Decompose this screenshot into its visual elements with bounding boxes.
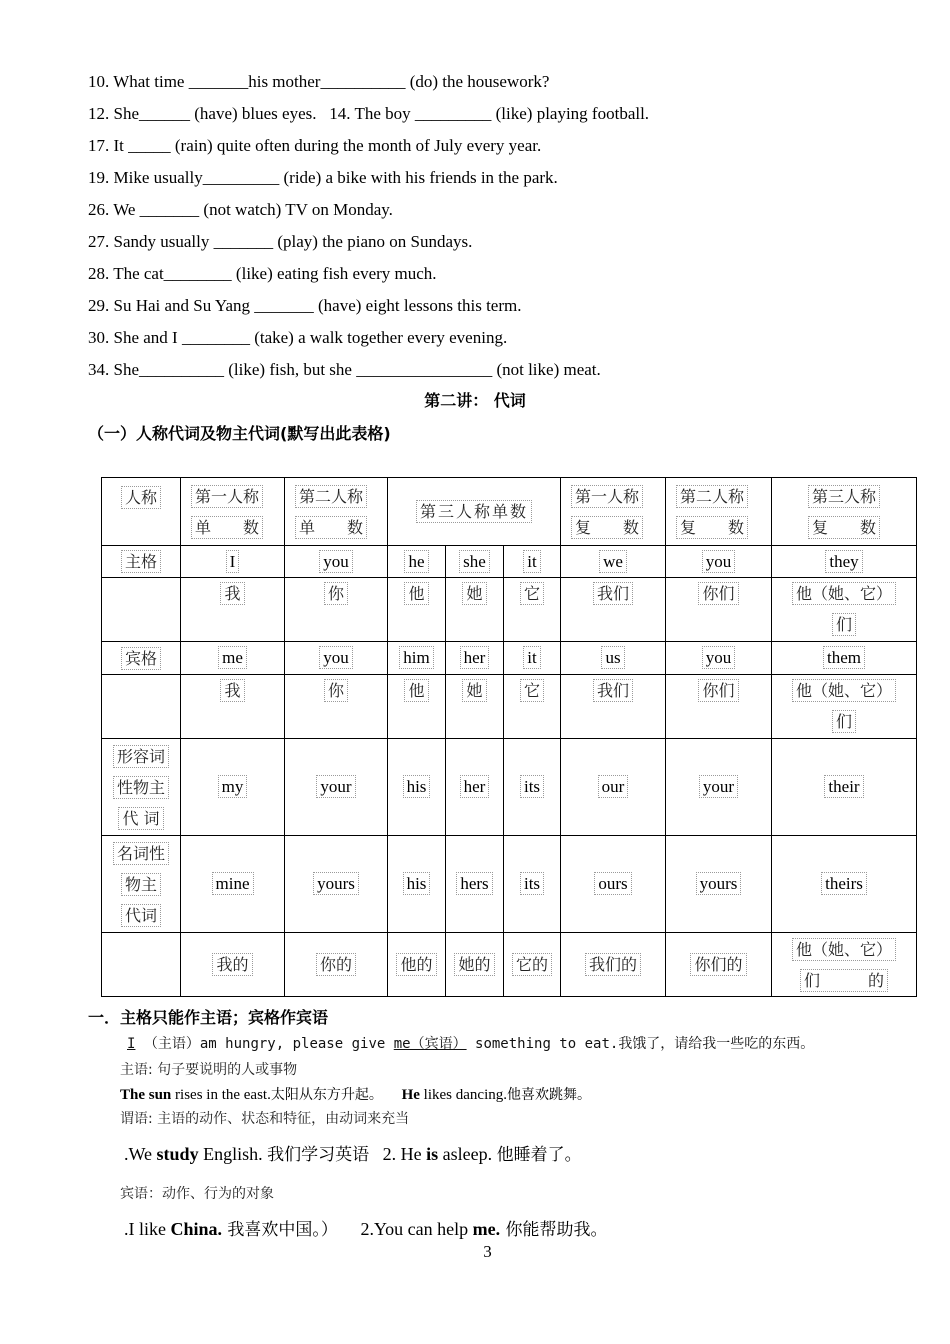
pronoun-cell: our — [561, 739, 666, 836]
translation-cell: 她的 — [446, 933, 504, 997]
translation-cell: 你们的 — [666, 933, 772, 997]
translation-cell: 我 — [181, 675, 285, 739]
exercise-line: 28. The cat________ (like) eating fish every much. — [88, 264, 437, 283]
pronoun-cell: they — [772, 546, 917, 578]
noun-possessive-translation-row — [102, 933, 917, 997]
object-definition: 宾语：动作、行为的对象 — [120, 1186, 274, 1202]
pronoun-cell: mine — [181, 836, 285, 933]
pronoun-cell: he — [388, 546, 446, 578]
example-text: （主语）am hungry, please give — [135, 1036, 394, 1052]
empty-cell — [102, 933, 181, 997]
bold-predicate: study — [156, 1144, 199, 1164]
example-text: likes dancing. — [419, 1087, 507, 1103]
spacer — [383, 1087, 402, 1103]
pronoun-cell: you — [285, 642, 388, 675]
subject-definition: 主语: 句子要说明的人或事物 — [120, 1062, 298, 1078]
bold-subject: He — [401, 1087, 420, 1103]
section-title: 第二讲： 代词 — [424, 391, 526, 410]
exercise-line: 34. She__________ (like) fish, but she ________________ (not like) meat. — [88, 360, 601, 379]
row-label-subject: 主格 — [102, 546, 181, 578]
object-examples — [124, 1215, 608, 1240]
subject-row — [102, 546, 917, 578]
adjective-possessive-row — [102, 739, 917, 836]
pronoun-cell: my — [181, 739, 285, 836]
header-second-plural: 第二人称 复 数 — [666, 478, 772, 546]
translation-cell: 我的 — [181, 933, 285, 997]
example-text: asleep. — [438, 1144, 497, 1164]
example-text: English. — [198, 1144, 268, 1164]
pronoun-cell: him — [388, 642, 446, 675]
pronoun-cell: it — [504, 546, 561, 578]
example-translation: 我喜欢中国。） — [222, 1220, 338, 1240]
example-text: 2.You can help — [337, 1219, 473, 1239]
header-third-plural: 第三人称 复 数 — [772, 478, 917, 546]
pronoun-cell: them — [772, 642, 917, 675]
translation-cell: 他（她、它） 们 — [772, 675, 917, 739]
translation-cell: 他 — [388, 578, 446, 642]
pronoun-cell: you — [285, 546, 388, 578]
exercise-line: 26. We _______ (not watch) TV on Monday. — [88, 200, 393, 219]
translation-cell: 她 — [446, 578, 504, 642]
empty-cell — [102, 675, 181, 739]
example-text: something to eat. — [466, 1036, 619, 1052]
header-third-singular: 第三人称单数 — [388, 478, 561, 546]
translation-cell: 你们 — [666, 578, 772, 642]
exercise-line: 19. Mike usually_________ (ride) a bike with his friends in the park. — [88, 168, 558, 187]
example-subject-word: I — [127, 1036, 136, 1052]
noun-possessive-row — [102, 836, 917, 933]
row-label-noun-possessive: 名词性 物主 代词 — [102, 836, 181, 933]
translation-cell: 他（她、它） 们 — [772, 578, 917, 642]
bold-predicate: is — [426, 1144, 439, 1164]
pronoun-cell: yours — [285, 836, 388, 933]
translation-cell: 它 — [504, 675, 561, 739]
translation-cell: 他（她、它） 们 的 — [772, 933, 917, 997]
pronoun-cell: she — [446, 546, 504, 578]
translation-cell: 它的 — [504, 933, 561, 997]
pronoun-cell: his — [388, 836, 446, 933]
header-first-plural: 第一人称 复 数 — [561, 478, 666, 546]
example-text: .We — [124, 1144, 157, 1164]
table-header-row — [102, 478, 917, 546]
rule-title: 一．主格只能作主语；宾格作宾语 — [88, 1008, 329, 1027]
example-object-word: me（宾语） — [393, 1036, 467, 1052]
subject-examples — [120, 1084, 591, 1104]
subsection-title: （一）人称代词及物主代词(默写出此表格) — [88, 424, 391, 443]
exercise-line: 30. She and I ________ (take) a walk together every evening. — [88, 328, 508, 347]
exercise-list — [88, 66, 908, 386]
bold-subject: The sun — [120, 1087, 172, 1103]
pronoun-cell: it — [504, 642, 561, 675]
object-translation-row — [102, 675, 917, 739]
bold-object: me. — [472, 1219, 501, 1239]
pronoun-cell: its — [504, 739, 561, 836]
pronoun-cell: theirs — [772, 836, 917, 933]
pronoun-cell: your — [666, 739, 772, 836]
translation-cell: 我们 — [561, 675, 666, 739]
exercise-line: 27. Sandy usually _______ (play) the piano on Sundays. — [88, 232, 473, 251]
bold-object: China. — [170, 1219, 223, 1239]
exercise-line: 10. What time _______his mother__________ (do) the housework? — [88, 72, 550, 91]
empty-cell — [102, 578, 181, 642]
translation-cell: 你的 — [285, 933, 388, 997]
pronoun-cell: your — [285, 739, 388, 836]
page-number: 3 — [483, 1242, 492, 1261]
exercise-line: 12. She______ (have) blues eyes. 14. The boy _________ (like) playing football. — [88, 104, 650, 123]
object-row — [102, 642, 917, 675]
predicate-examples — [124, 1140, 582, 1165]
pronoun-cell: ours — [561, 836, 666, 933]
example-translation: 太阳从东方升起。 — [270, 1087, 383, 1103]
pronoun-cell: its — [504, 836, 561, 933]
pronoun-cell: I — [181, 546, 285, 578]
pronoun-cell: her — [446, 642, 504, 675]
pronoun-cell: us — [561, 642, 666, 675]
translation-cell: 你 — [285, 578, 388, 642]
example-translation: 我们学习英语 — [267, 1145, 370, 1165]
header-person: 人称 — [102, 478, 181, 546]
pronoun-cell: you — [666, 546, 772, 578]
translation-cell: 他 — [388, 675, 446, 739]
header-second-singular: 第二人称 单 数 — [285, 478, 388, 546]
translation-cell: 你们 — [666, 675, 772, 739]
example-text: .I like — [124, 1219, 171, 1239]
pronoun-cell: her — [446, 739, 504, 836]
row-label-adjective-possessive: 形容词 性物主 代 词 — [102, 739, 181, 836]
example-translation: 他睡着了。 — [496, 1145, 582, 1165]
header-first-singular: 第一人称 单 数 — [181, 478, 285, 546]
example-translation: 你能帮助我。 — [500, 1220, 608, 1240]
pronoun-cell: you — [666, 642, 772, 675]
pronoun-cell: his — [388, 739, 446, 836]
translation-cell: 他的 — [388, 933, 446, 997]
translation-cell: 它 — [504, 578, 561, 642]
pronoun-cell: me — [181, 642, 285, 675]
translation-cell: 我们 — [561, 578, 666, 642]
predicate-definition: 谓语: 主语的动作、状态和特征，由动词来充当 — [120, 1111, 410, 1127]
example-translation: 他喜欢跳舞。 — [507, 1087, 591, 1103]
pronoun-cell: their — [772, 739, 917, 836]
subject-translation-row — [102, 578, 917, 642]
translation-cell: 我 — [181, 578, 285, 642]
example-text: 2. He — [369, 1144, 427, 1164]
example-translation: 我饿了，请给我一些吃的东西。 — [618, 1036, 815, 1052]
exercise-line: 29. Su Hai and Su Yang _______ (have) eight lessons this term. — [88, 296, 522, 315]
translation-cell: 我们的 — [561, 933, 666, 997]
translation-cell: 你 — [285, 675, 388, 739]
example-text: rises in the east. — [171, 1087, 271, 1103]
pronoun-cell: yours — [666, 836, 772, 933]
pronoun-cell: hers — [446, 836, 504, 933]
translation-cell: 她 — [446, 675, 504, 739]
pronoun-table — [101, 477, 917, 997]
example-sentence-1 — [127, 1033, 814, 1053]
pronoun-cell: we — [561, 546, 666, 578]
row-label-object: 宾格 — [102, 642, 181, 675]
exercise-line: 17. It _____ (rain) quite often during the month of July every year. — [88, 136, 542, 155]
